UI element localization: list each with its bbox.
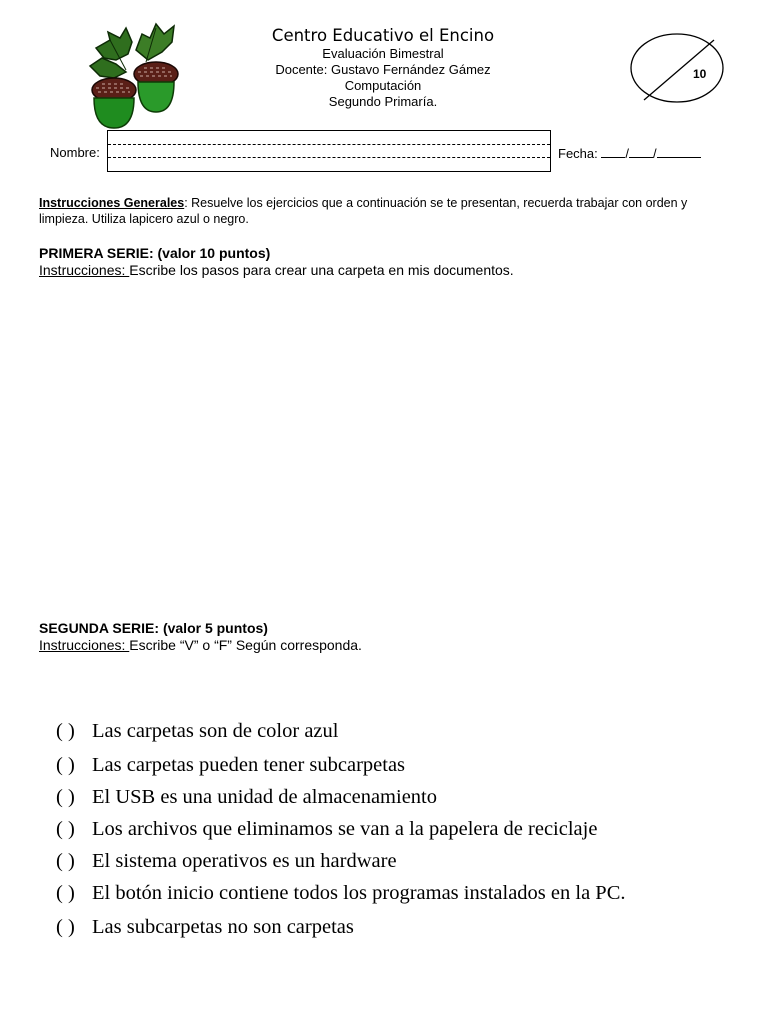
general-instructions (39, 195, 729, 227)
date-label: Fecha: (558, 146, 598, 161)
score-circle (630, 32, 724, 104)
name-label: Nombre: (50, 145, 100, 160)
list-item (56, 916, 354, 939)
serie-1-instructions (39, 262, 514, 279)
school-name: Centro Educativo el Encino (271, 26, 495, 45)
answer-parentheses[interactable]: ( ) (56, 916, 75, 938)
statement-text: El sistema operativos es un hardware (92, 850, 397, 872)
answer-parentheses[interactable]: ( ) (56, 882, 75, 904)
date-year-blank[interactable] (657, 145, 701, 158)
list-item (56, 754, 405, 777)
exam-header (232, 26, 534, 110)
list-item (56, 786, 437, 809)
answer-parentheses[interactable]: ( ) (56, 754, 75, 776)
serie-2-instructions (39, 637, 362, 654)
serie-2 (39, 620, 362, 654)
serie-2-instructions-label: Instrucciones: (39, 637, 130, 653)
serie-2-title: SEGUNDA SERIE: (valor 5 puntos) (39, 620, 268, 636)
name-field[interactable] (107, 130, 551, 172)
date-field[interactable] (558, 145, 701, 161)
answer-parentheses[interactable]: ( ) (56, 786, 75, 808)
serie-1 (39, 245, 514, 279)
date-separator: / (625, 146, 629, 161)
list-item (56, 882, 626, 905)
exam-type: Evaluación Bimestral (322, 46, 444, 61)
answer-parentheses[interactable]: ( ) (56, 720, 75, 742)
date-separator: / (653, 146, 657, 161)
score-value: 10 (693, 67, 707, 81)
statement-text: Las carpetas son de color azul (92, 720, 339, 742)
list-item (56, 818, 597, 841)
general-instructions-text: : Resuelve los ejercicios que a continuación se te presentan, recuerda trabajar con orden y limpieza. Utiliza lapicero azul o negro. (39, 196, 688, 226)
school-logo-acorn-icon (86, 20, 182, 130)
serie-1-title: PRIMERA SERIE: (valor 10 puntos) (39, 245, 271, 261)
list-item (56, 720, 338, 743)
statement-text: Los archivos que eliminamos se van a la papelera de reciclaje (92, 818, 598, 840)
serie-1-instructions-label: Instrucciones: (39, 262, 130, 278)
date-day-blank[interactable] (601, 145, 625, 158)
name-dashed-line (108, 144, 550, 145)
subject-line: Computación (344, 78, 422, 93)
grade-level-line: Segundo Primaría. (328, 94, 438, 109)
serie-1-instructions-text: Escribe los pasos para crear una carpeta en mis documentos. (129, 262, 514, 278)
answer-parentheses[interactable]: ( ) (56, 850, 75, 872)
answer-parentheses[interactable]: ( ) (56, 818, 75, 840)
statement-text: Las subcarpetas no son carpetas (92, 916, 354, 938)
general-instructions-label: Instrucciones Generales (39, 196, 185, 210)
statement-text: Las carpetas pueden tener subcarpetas (92, 754, 406, 776)
date-month-blank[interactable] (629, 145, 653, 158)
statement-text: El botón inicio contiene todos los programas instalados en la PC. (92, 882, 626, 904)
statement-text: El USB es una unidad de almacenamiento (92, 786, 437, 808)
name-dashed-line (108, 157, 550, 158)
teacher-line: Docente: Gustavo Fernández Gámez (275, 62, 491, 77)
serie-2-instructions-text: Escribe “V” o “F” Según corresponda. (129, 637, 362, 653)
list-item (56, 850, 397, 873)
